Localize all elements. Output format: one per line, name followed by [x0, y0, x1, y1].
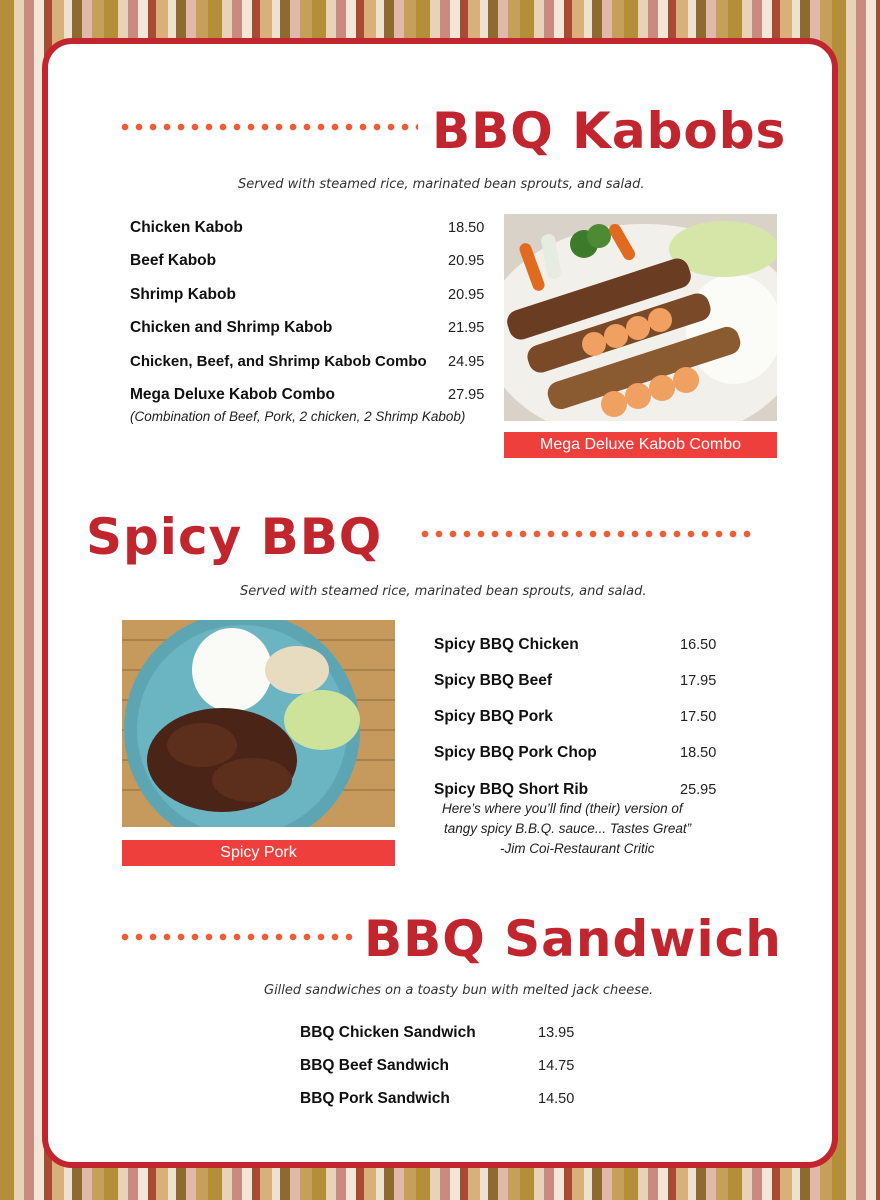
spicy-dot-leader — [418, 530, 752, 538]
critic-quote-line: Here’s where you’ll find (their) version of — [442, 801, 683, 816]
sandwich-item-price: 14.50 — [538, 1091, 575, 1107]
spicy-title: Spicy BBQ — [86, 508, 383, 566]
spicy-item-name: Spicy BBQ Pork — [434, 708, 553, 725]
sandwich-item-price: 13.95 — [538, 1025, 575, 1041]
kabobs-subtitle: Served with steamed rice, marinated bean sprouts, and salad. — [238, 177, 645, 192]
kabobs-item-price: 20.95 — [448, 287, 485, 303]
sandwich-subtitle: Gilled sandwiches on a toasty bun with melted jack cheese. — [264, 983, 654, 998]
spicy-item-name: Spicy BBQ Beef — [434, 672, 553, 689]
kabobs-title: BBQ Kabobs — [432, 102, 787, 160]
kabobs-item-name: Mega Deluxe Kabob Combo — [130, 386, 335, 403]
spicy-item-price: 16.50 — [680, 637, 717, 653]
kabobs-combo-note: (Combination of Beef, Pork, 2 chicken, 2 Shrimp Kabob) — [130, 409, 466, 424]
sandwich-item-price: 14.75 — [538, 1058, 575, 1074]
spicy-pork-photo — [122, 620, 395, 827]
sandwich-item-name: BBQ Chicken Sandwich — [300, 1024, 476, 1041]
spicy-item-name: Spicy BBQ Pork Chop — [434, 744, 597, 761]
spicy-item-price: 17.50 — [680, 709, 717, 725]
kabobs-item-price: 27.95 — [448, 387, 485, 403]
kabobs-item-name: Beef Kabob — [130, 252, 217, 269]
kabobs-item-name: Chicken and Shrimp Kabob — [130, 319, 333, 336]
spicy-item-name: Spicy BBQ Chicken — [434, 636, 579, 653]
sandwich-title: BBQ Sandwich — [364, 910, 782, 968]
spicy-item-name: Spicy BBQ Short Rib — [434, 781, 589, 798]
kabobs-item-name: Chicken, Beef, and Shrimp Kabob Combo — [130, 353, 427, 370]
kabobs-item-name: Shrimp Kabob — [130, 286, 236, 303]
menu-card — [42, 38, 838, 1168]
kabobs-item-price: 24.95 — [448, 354, 485, 370]
kabobs-item-price: 21.95 — [448, 320, 485, 336]
kabobs-item-price: 20.95 — [448, 253, 485, 269]
kabob-photo-caption: Mega Deluxe Kabob Combo — [504, 432, 777, 458]
critic-quote-attribution: -Jim Coi-Restaurant Critic — [500, 841, 655, 856]
kabob-combo-photo — [504, 214, 777, 421]
sandwich-item-name: BBQ Pork Sandwich — [300, 1090, 450, 1107]
sandwich-item-name: BBQ Beef Sandwich — [300, 1057, 449, 1074]
sandwich-dot-leader — [118, 933, 354, 941]
kabobs-item-price: 18.50 — [448, 220, 485, 236]
spicy-item-price: 17.95 — [680, 673, 717, 689]
critic-quote-line: tangy spicy B.B.Q. sauce... Tastes Great” — [444, 821, 692, 836]
kabobs-item-name: Chicken Kabob — [130, 219, 243, 236]
kabobs-dot-leader — [118, 123, 418, 131]
spicy-item-price: 18.50 — [680, 745, 717, 761]
spicy-item-price: 25.95 — [680, 782, 717, 798]
spicy-photo-caption: Spicy Pork — [122, 840, 395, 866]
spicy-subtitle: Served with steamed rice, marinated bean sprouts, and salad. — [240, 584, 647, 599]
